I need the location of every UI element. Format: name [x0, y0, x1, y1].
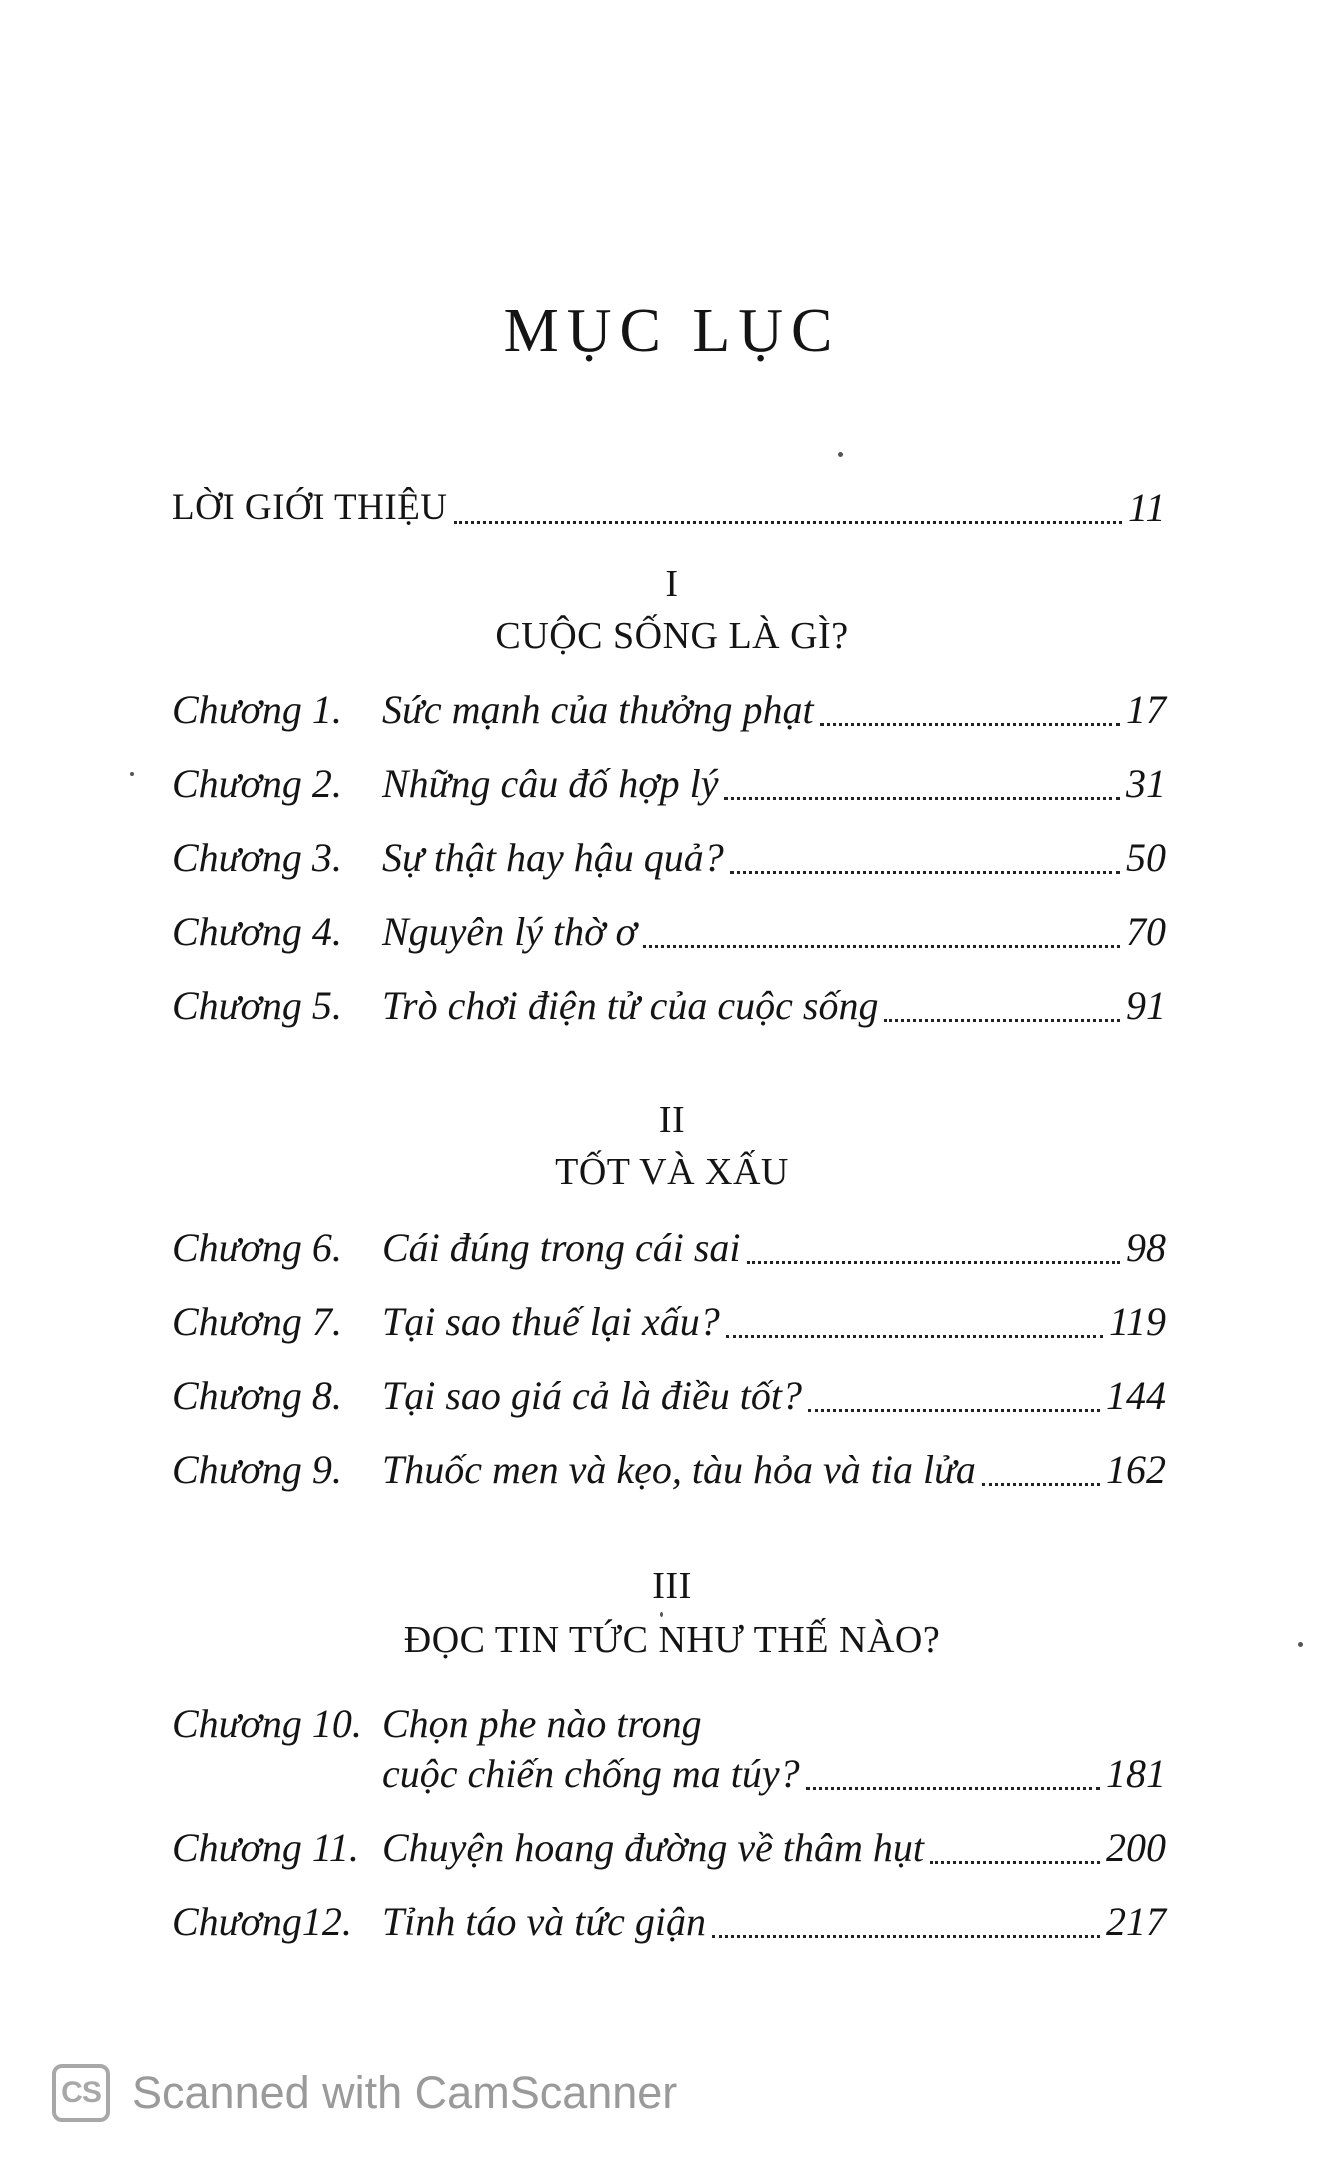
- chapter-title: Nguyên lý thờ ơ: [382, 909, 637, 954]
- dot-leader: [724, 797, 1120, 800]
- chapter-label: Chương 8.: [172, 1373, 342, 1418]
- page-number: 91: [1126, 983, 1166, 1028]
- page-number: 200: [1106, 1825, 1166, 1870]
- chapter-title-line2: cuộc chiến chống ma túy?: [382, 1751, 800, 1796]
- chapter-title: Những câu đố hợp lý: [382, 761, 719, 806]
- chapter-label: Chương 6.: [172, 1225, 342, 1270]
- scan-speck: [660, 1612, 663, 1617]
- dot-leader: [806, 1787, 1100, 1790]
- chapter-label: Chương 5.: [172, 983, 342, 1028]
- toc-row: [172, 828, 1166, 888]
- chapter-label: Chương12.: [172, 1899, 352, 1944]
- dot-leader: [643, 945, 1120, 948]
- page-number: 181: [1106, 1751, 1166, 1796]
- page-number: 17: [1126, 687, 1166, 732]
- dot-leader: [747, 1261, 1120, 1264]
- page-number: 144: [1106, 1373, 1166, 1418]
- page-number: 11: [1127, 485, 1166, 530]
- toc-row: [172, 1218, 1166, 1278]
- chapter-title: Thuốc men và kẹo, tàu hỏa và tia lửa: [382, 1447, 976, 1492]
- chapter-label: Chương 1.: [172, 687, 342, 732]
- page-number: 217: [1106, 1899, 1166, 1944]
- dot-leader: [820, 723, 1120, 726]
- toc-row: [172, 1818, 1166, 1878]
- camscanner-watermark: [52, 2064, 677, 2122]
- part-number: I: [665, 563, 679, 605]
- chapter-label: Chương 4.: [172, 909, 342, 954]
- chapter-title: Trò chơi điện tử của cuộc sống: [382, 983, 879, 1028]
- part-title: TỐT VÀ XẤU: [555, 1151, 789, 1193]
- dot-leader: [930, 1861, 1100, 1864]
- chapter-title: Sự thật hay hậu quả?: [382, 835, 724, 880]
- chapter-label: Chương 10.: [172, 1701, 362, 1746]
- toc-row: [172, 902, 1166, 962]
- dot-leader: [884, 1019, 1120, 1022]
- dot-leader: [712, 1935, 1100, 1938]
- page-number: 98: [1126, 1225, 1166, 1270]
- toc-row-intro: [172, 478, 1166, 538]
- toc-row: [172, 680, 1166, 740]
- page-number: 31: [1126, 761, 1166, 806]
- dot-leader: [982, 1483, 1100, 1486]
- chapter-title: Tại sao thuế lại xấu?: [382, 1299, 720, 1344]
- chapter-label: Chương 9.: [172, 1447, 342, 1492]
- dot-leader: [454, 521, 1122, 524]
- scan-speck: [838, 452, 843, 457]
- page-number: 162: [1106, 1447, 1166, 1492]
- dot-leader: [808, 1409, 1100, 1412]
- chapter-title: Tại sao giá cả là điều tốt?: [382, 1373, 802, 1418]
- chapter-title: Sức mạnh của thưởng phạt: [382, 687, 814, 732]
- chapter-title: Tỉnh táo và tức giận: [382, 1899, 707, 1944]
- toc-row: [172, 1366, 1166, 1426]
- chapter-label: Chương 2.: [172, 761, 342, 806]
- chapter-title: Chọn phe nào trong: [382, 1701, 702, 1746]
- part-title: CUỘC SỐNG LÀ GÌ?: [495, 615, 849, 657]
- dot-leader: [726, 1335, 1103, 1338]
- toc-row: [172, 754, 1166, 814]
- page-title: MỤC LỤC: [503, 297, 841, 365]
- chapter-label: Chương 7.: [172, 1299, 342, 1344]
- chapter-label: Chương 11.: [172, 1825, 359, 1870]
- toc-row: [172, 976, 1166, 1036]
- chapter-label: Chương 3.: [172, 835, 342, 880]
- part-title: ĐỌC TIN TỨC NHƯ THẾ NÀO?: [403, 1619, 941, 1661]
- toc-row: [172, 1440, 1166, 1500]
- part-number: II: [658, 1099, 686, 1141]
- intro-label: LỜI GIỚI THIỆU: [172, 487, 448, 528]
- chapter-title: Chuyện hoang đường về thâm hụt: [382, 1825, 924, 1870]
- page-number: 50: [1126, 835, 1166, 880]
- part-number: III: [652, 1565, 692, 1607]
- dot-leader: [730, 871, 1120, 874]
- page-number: 119: [1108, 1299, 1166, 1344]
- toc-row: [172, 1292, 1166, 1352]
- page-number: 70: [1126, 909, 1166, 954]
- scan-speck: [130, 772, 134, 776]
- toc-row-continuation: [382, 1744, 1166, 1804]
- chapter-title: Cái đúng trong cái sai: [382, 1225, 741, 1270]
- scan-speck: [1298, 1642, 1303, 1647]
- watermark-text: Scanned with CamScanner: [132, 2067, 678, 2118]
- toc-row: [172, 1892, 1166, 1952]
- camscanner-logo-icon: CS: [52, 2064, 110, 2122]
